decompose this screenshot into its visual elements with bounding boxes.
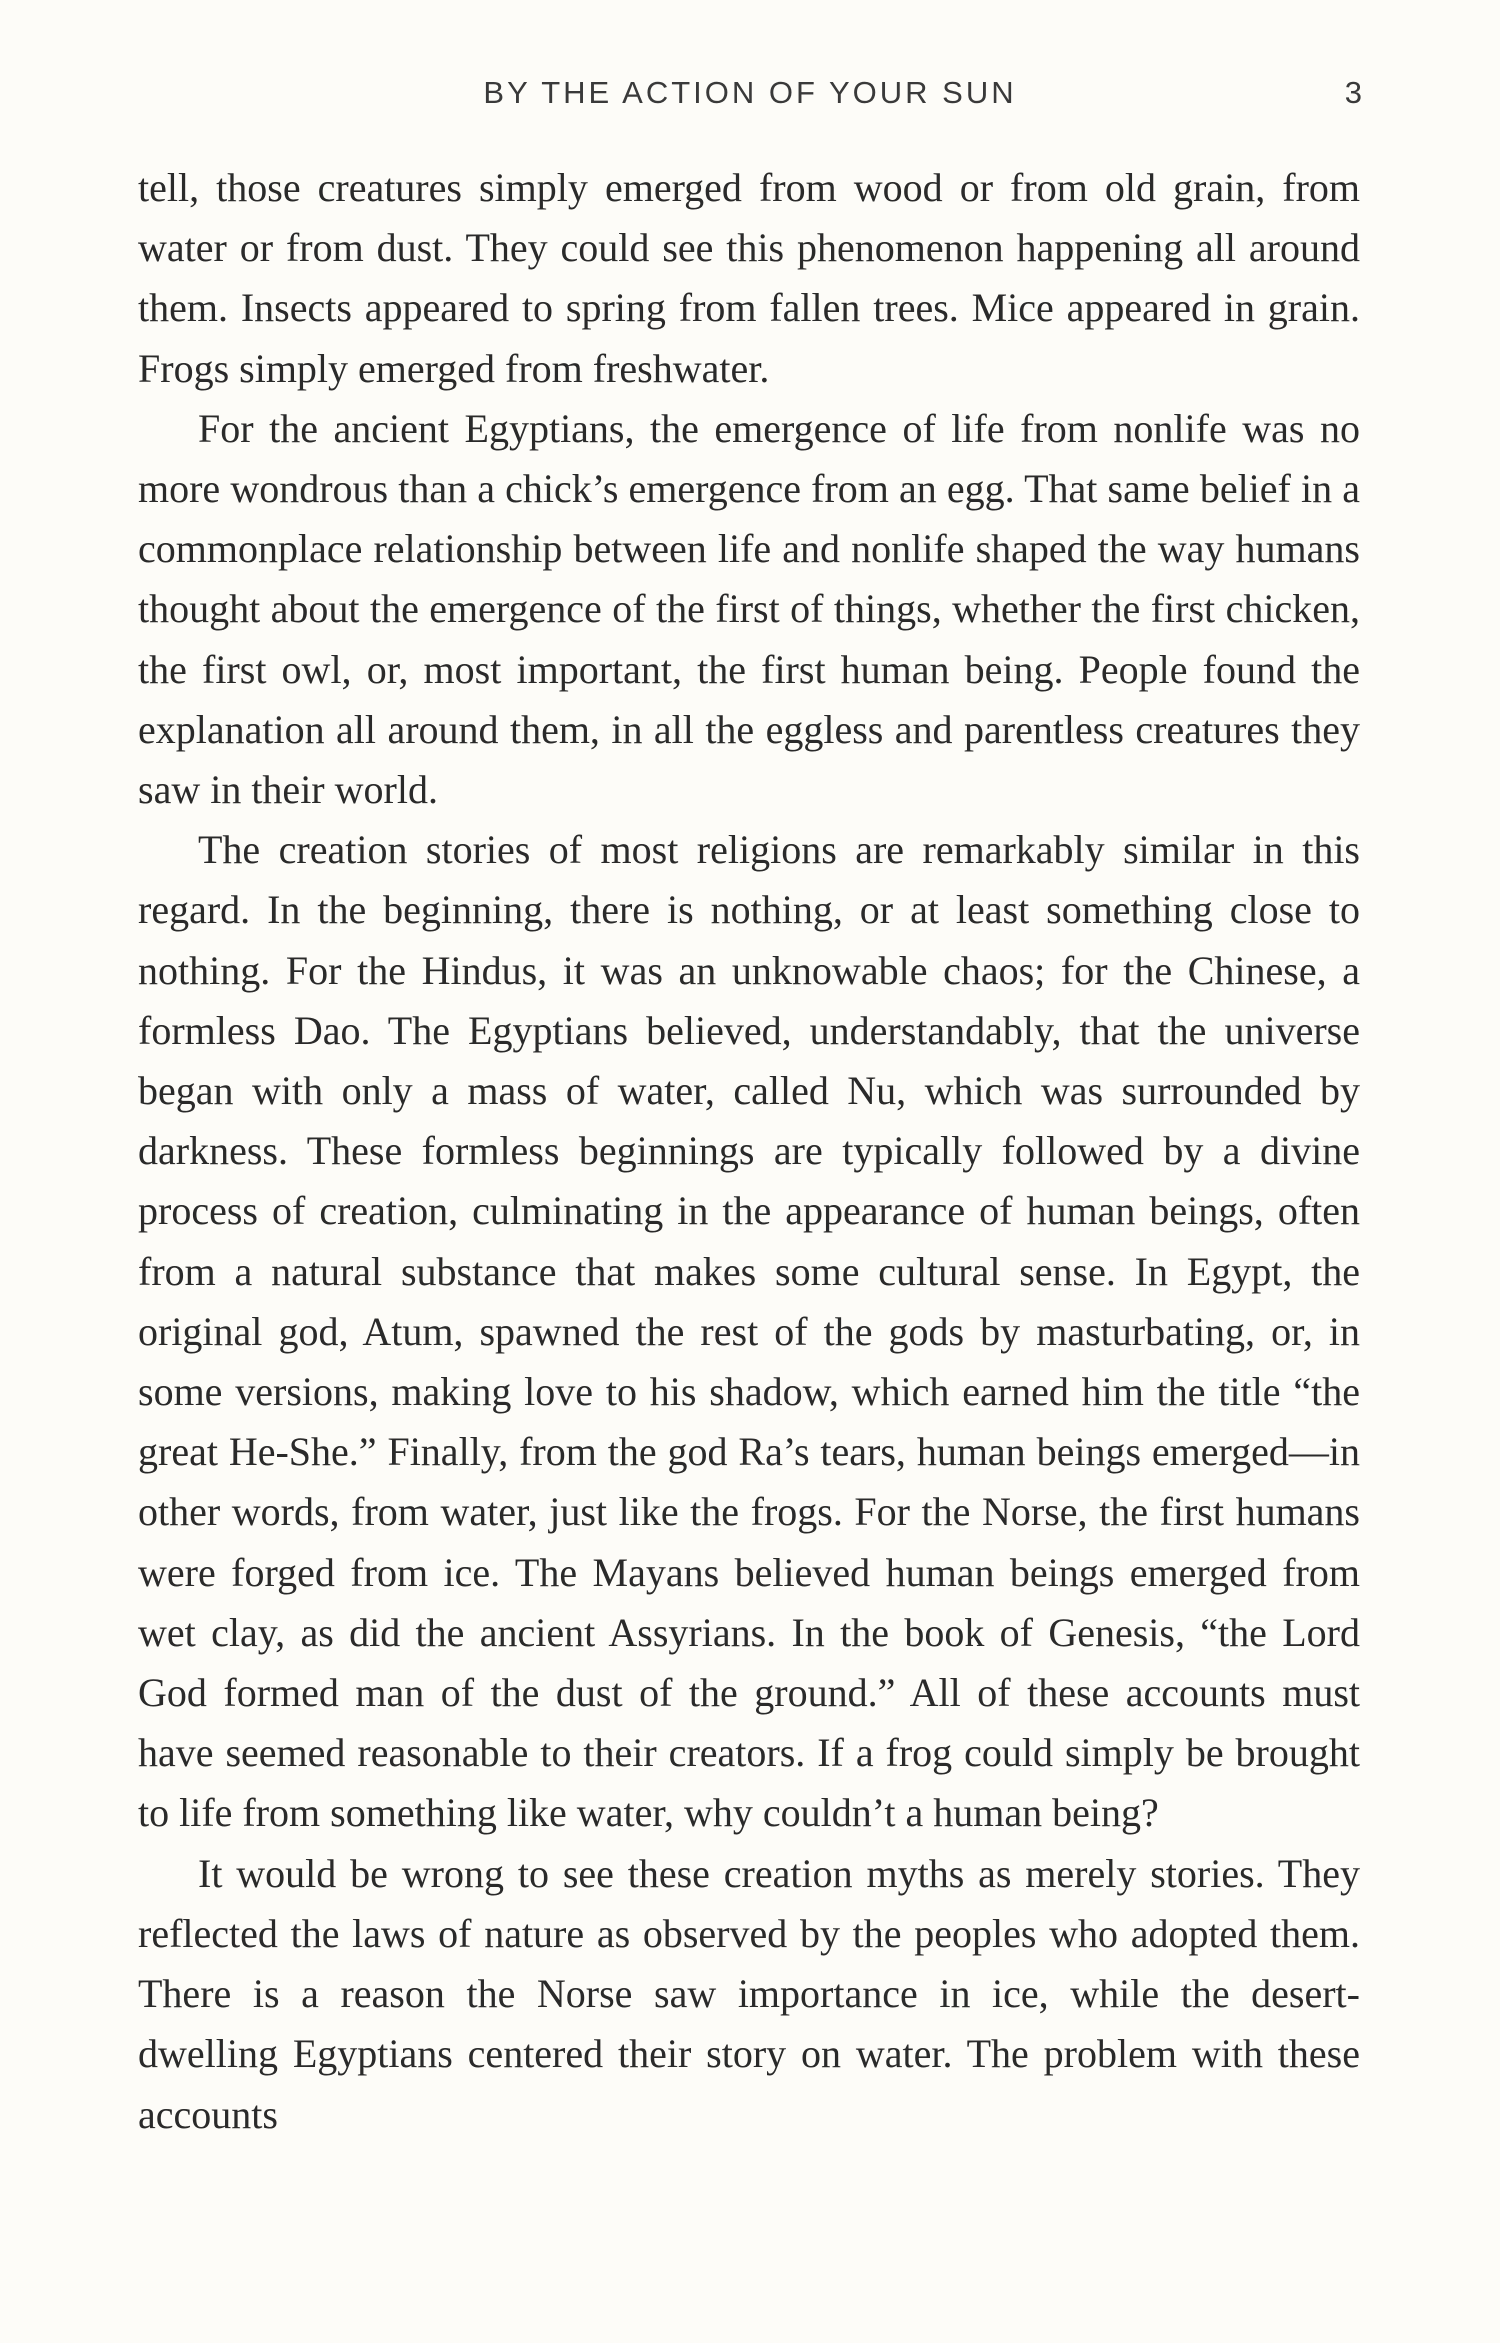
running-title: BY THE ACTION OF YOUR SUN	[483, 75, 1017, 110]
body-text	[138, 158, 1360, 2145]
paragraph: It would be wrong to see these creation myths as merely stories. They reflected the laws of nature as observed by the peoples who adopted them. There is a reason the Norse saw importance in ice, while the desert-dwelling Egyptians centered their story on water. The problem with these accounts	[138, 1850, 1360, 2137]
running-header	[0, 70, 1500, 116]
page-number: 3	[1344, 75, 1362, 110]
paragraph: tell, those creatures simply emerged from wood or from old grain, from water or from dust. They could see this phenomenon happening all around them. Insects appeared to spring from fallen trees. Mice appeared in grain. Frogs simply emerged from freshwater.	[138, 165, 1360, 391]
paragraph: The creation stories of most religions are remarkably similar in this regard. In the beginning, there is nothing, or at least something close to nothing. For the Hindus, it was an unknowable chaos; for the Chinese, a formless Dao. The Egyptians believed, understandably, that the universe began with only a mass of water, called Nu, which was surrounded by darkness. These formless beginnings are typically followed by a divine process of creation, culminating in the appearance of human beings, often from a natural substance that makes some cultural sense. In Egypt, the original god, Atum, spawned the rest of the gods by masturbating, or, in some versions, making love to his shadow, which earned him the title “the great He-She.” Finally, from the god Ra’s tears, human beings emerged—in other words, from water, just like the frogs. For the Norse, the first humans were forged from ice. The Mayans believed human beings emerged from wet clay, as did the ancient Assyrians. In the book of Genesis, “the Lord God formed man of the dust of the ground.” All of these accounts must have seemed reasonable to their creators. If a frog could simply be brought to life from something like water, why couldn’t a human being?	[138, 827, 1360, 1836]
paragraph: For the ancient Egyptians, the emergence of life from nonlife was no more wondrous than a chick’s emergence from an egg. That same belief in a commonplace relationship between life and nonlife shaped the way humans thought about the emergence of the first of things, whether the first chicken, the first owl, or, most important, the first human being. People found the explanation all around them, in all the eggless and parentless creatures they saw in their world.	[138, 405, 1360, 813]
